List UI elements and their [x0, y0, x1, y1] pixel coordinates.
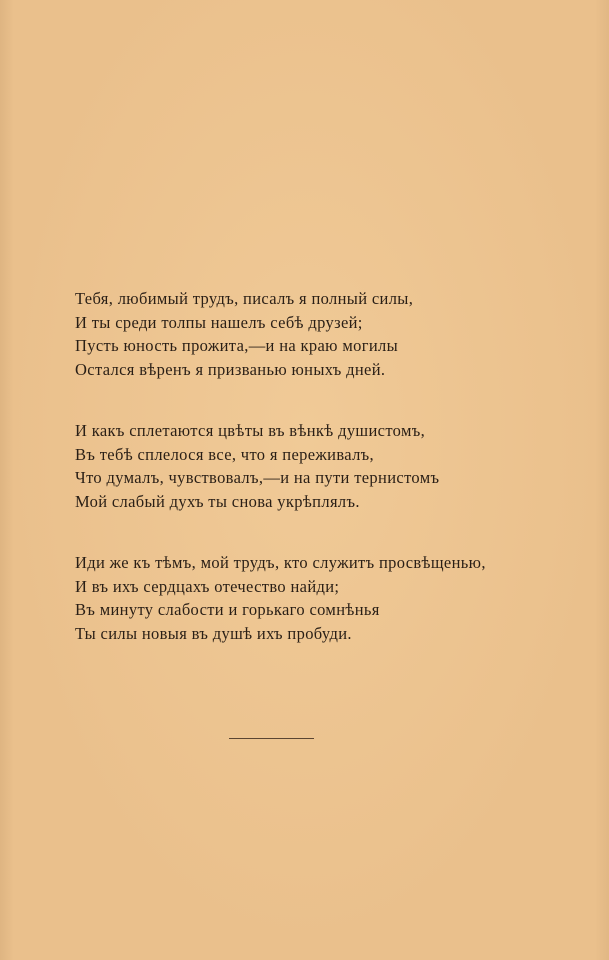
- poem-line: Въ минуту слабости и горькаго сомнѣнья: [75, 600, 380, 619]
- poem-line: Пусть юность прожита,—и на краю могилы: [75, 336, 399, 355]
- poem-line: Что думалъ, чувствовалъ,—и на пути тернистомъ: [75, 468, 440, 487]
- stanza-1: [75, 287, 595, 381]
- divider-rule: [229, 738, 314, 739]
- poem-line: Тебя, любимый трудъ, писалъ я полный силы,: [75, 289, 414, 308]
- poem-line: Мой слабый духъ ты снова укрѣплялъ.: [75, 491, 360, 511]
- poem-line: Иди же къ тѣмъ, мой трудъ, кто служитъ просвѣщенью,: [75, 553, 486, 572]
- poem-line: Въ тебѣ сплелося все, что я переживалъ,: [75, 444, 375, 464]
- stanza-3: [75, 551, 595, 645]
- poem-line: И въ ихъ сердцахъ отечество найди;: [75, 576, 340, 596]
- stanza-2: [75, 419, 595, 513]
- poem-line: Остался вѣренъ я призванью юныхъ дней.: [75, 359, 386, 379]
- poem-line: Ты силы новыя въ душѣ ихъ пробуди.: [75, 623, 352, 643]
- poem-line: И ты среди толпы нашелъ себѣ друзей;: [75, 312, 363, 332]
- poem-line: И какъ сплетаются цвѣты въ вѣнкѣ душистомъ,: [75, 421, 426, 440]
- poem: [75, 287, 595, 645]
